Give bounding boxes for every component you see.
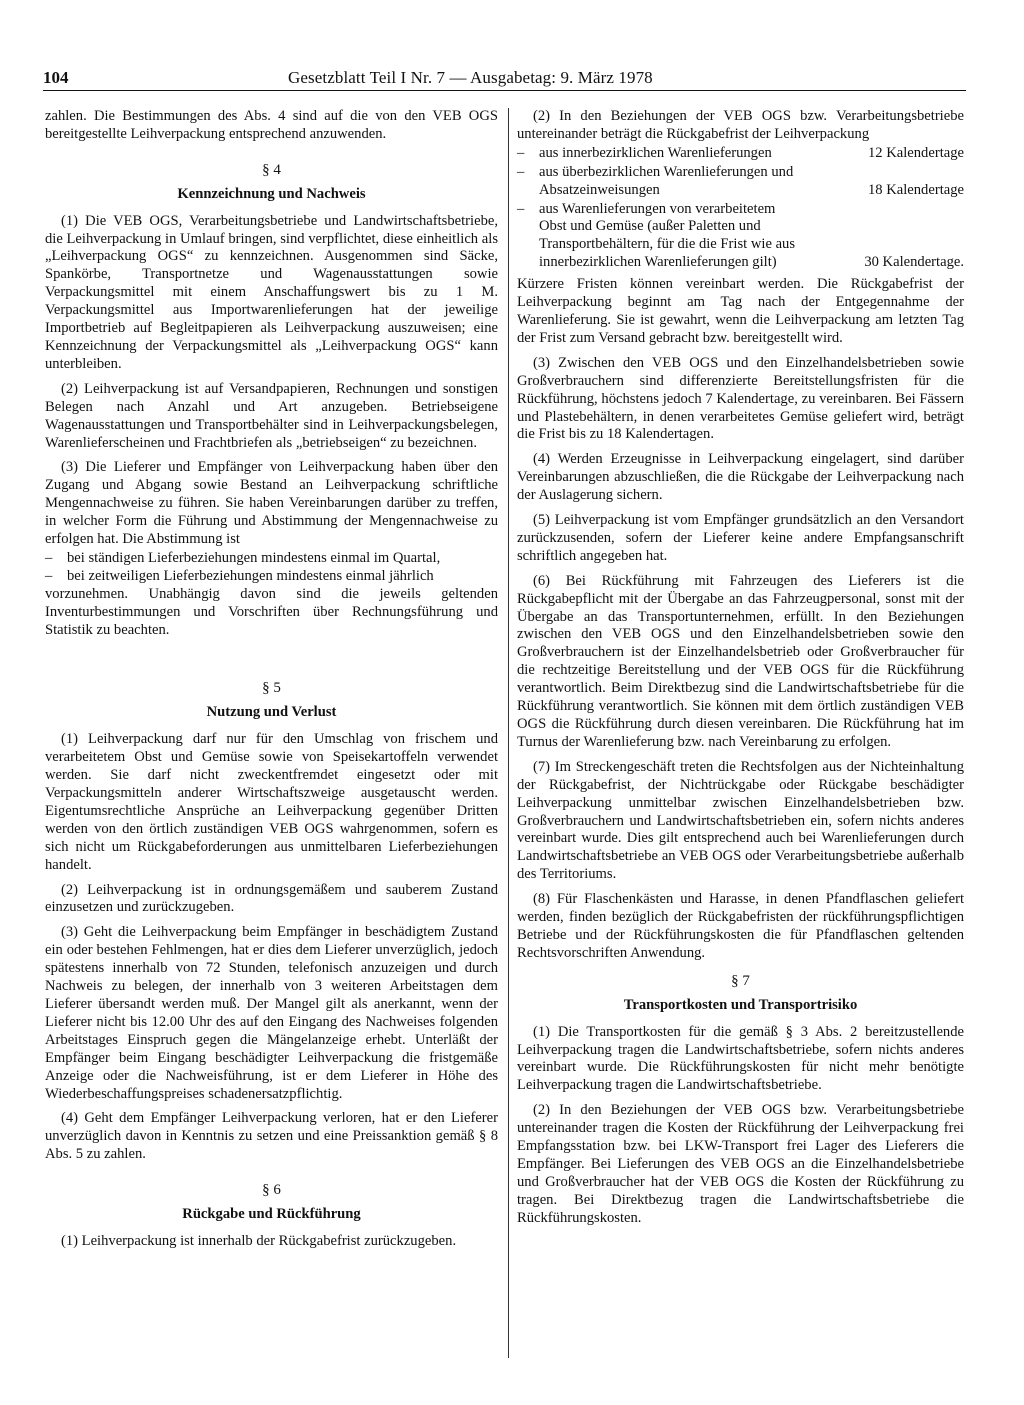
section-6-para-2-end: Kürzere Fristen können vereinbart werden. Die Rückgabefrist der Leihverpackung beginnt am Tag nach der Entgegennahme der Warenlieferung. Sie ist gewahrt, wenn die Leihverpackung am letzten Tag der Frist zum Versand gebracht bzw. bereitgestellt wird. [517, 276, 964, 346]
section-7-para-2: (2) In den Beziehungen der VEB OGS bzw. Verarbeitungsbetriebe untereinander tragen die Kosten der Rückführung der Leihverpackung frei Empfangsstation bzw. bei LKW-Transport frei Lager des Lieferers die Empfänger. Bei Lieferungen des VEB OGS an die Einzelhandelsbetriebe und Großverbraucher hat der VEB OGS die Kosten der Rückführung zu tragen. Bei Direktbezug tragen die Landwirtschaftsbetriebe die Rückführungskosten. [517, 1102, 964, 1226]
section-4-para-1: (1) Die VEB OGS, Verarbeitungsbetriebe und Landwirtschaftsbetriebe, die Leihverpackung in Umlauf bringen, sind verpflichtet, diese einheitlich als „Leihverpackung OGS“ zu kennzeichnen. Ausgenommen sind Säcke, Spankörbe, Transportnetze und Wagenausstattungen sowie Verpackungsmittel mit einem Anschaffungswert bis zu 1 M. Verpackungsmittel aus Importwarenlieferungen hat der jeweilige Importbetrieb auf Begleitpapieren als Leihverpackung auszuweisen; eine Kennzeichnung der Verpackungsmittel als „Leihverpackung OGS“ kann unterbleiben. [45, 212, 498, 372]
right-column [517, 108, 964, 1235]
section-6-title: Rückgabe und Rückführung [182, 1206, 361, 1223]
dash-marker: – [45, 567, 53, 584]
section-4-title: Kennzeichnung und Nachweis [177, 185, 366, 202]
section-4-para-3-end: vorzunehmen. Unabhängig davon sind die jeweils geltenden Inventurbestimmungen und Vorschriften über Rechnungsführung und Statistik zu beachten. [45, 585, 498, 638]
deadline-text: aus Warenlieferungen von verarbeitetem Obst und Gemüse (außer Paletten und Transportbehältern, für die die Frist wie aus innerbezirklichen Warenlieferungen gilt) [539, 200, 796, 271]
section-5-para-4: (4) Geht dem Empfänger Leihverpackung verloren, hat er den Lieferer unverzüglich davon in Kenntnis zu setzen und eine Preissanktion gemäß § 8 Abs. 5 zu zahlen. [45, 1110, 498, 1163]
section-5-para-1: (1) Leihverpackung darf nur für den Umschlag von frischem und verarbeitetem Obst und Gemüse sowie von Speisekartoffeln verwendet werden. Sie darf nicht zweckentfremdet eingesetzt oder mit Verpackungsmitteln anderer Wirtschaftszweige ausgetauscht werden. Eigentumsrechtliche Ansprüche an Leihverpackung gegenüber Dritten werden von den örtlich zuständigen VEB OGS wahrgenommen, sofern es sich nicht um Rückgabeforderungen aus unmittelbaren Lieferbeziehungen handelt. [45, 731, 498, 873]
section-6-para-8: (8) Für Flaschenkästen und Harasse, in denen Pfandflaschen geliefert werden, finden bezüglich der Rückgabefristen der rückführungspflichtigen Betriebe und der Rückführungskosten die für Pfandflaschen geltenden Rechtsvorschriften Anwendung. [517, 891, 964, 961]
dash-marker: – [517, 163, 525, 180]
list-item-text: bei ständigen Lieferbeziehungen mindestens einmal im Quartal, [67, 549, 441, 566]
list-item [45, 568, 498, 586]
deadline-value: 18 Kalendertage [867, 181, 964, 198]
section-6-para-5: (5) Leihverpackung ist vom Empfänger grundsätzlich an den Versandort zurückzusenden, sofern der Lieferer keine andere Empfangsanschrift schriftlich angegeben hat. [517, 512, 964, 564]
deadline-text: aus innerbezirklichen Warenlieferungen [539, 144, 772, 161]
page-header [43, 66, 966, 91]
section-7-para-1: (1) Die Transportkosten für die gemäß § 3 Abs. 2 bereitzustellende Leihverpackung tragen die Landwirtschaftsbetriebe, sofern nichts anderes vereinbart wurde. Die Rückführungskosten für nicht mehr benötigte Leihverpackung tragen die Landwirtschaftsbetriebe. [517, 1023, 964, 1094]
intro-paragraph: zahlen. Die Bestimmungen des Abs. 4 sind auf die von den VEB OGS bereitgestellte Leihverpackung entsprechend anzuwenden. [45, 108, 498, 142]
section-6-para-2-intro: (2) In den Beziehungen der VEB OGS bzw. Verarbeitungsbetriebe untereinander beträgt die Rückgabefrist der Leihverpackung [517, 108, 964, 142]
section-7-title: Transportkosten und Transportrisiko [623, 996, 858, 1013]
section-5-para-2: (2) Leihverpackung ist in ordnungsgemäßem und sauberem Zustand einzusetzen und zurückzugeben. [45, 881, 498, 916]
dash-marker: – [517, 200, 525, 217]
page-number: 104 [43, 68, 69, 87]
list-item [45, 550, 498, 568]
section-6-para-7: (7) Im Streckengeschäft treten die Rechtsfolgen aus der Nichteinhaltung der Rückgabefrist, der Nichtrückgabe oder Rückgabe beschädigter Leihverpackung unmittelbar zwischen Einzelhandelsbetrieben bzw. Großverbrauchern und Landwirtschaftsbetrieben ein, sofern nichts anderes vereinbart wurde. Dies gilt entsprechend auch bei Warenlieferungen durch Landwirtschaftsbetriebe an VEB OGS oder Verarbeitungsbetriebe außerhalb des Territoriums. [517, 758, 964, 883]
deadline-value: 12 Kalendertage [867, 144, 964, 161]
deadline-text: aus überbezirklichen Warenlieferungen und Absatzeinweisungen [539, 163, 794, 198]
section-6-para-6: (6) Bei Rückführung mit Fahrzeugen des Lieferers ist die Rückgabepflicht mit der Übergabe an das Fahrzeugpersonal, sonst mit der Übergabe an das Transportunternehmen, erfüllt. In den Beziehungen zwischen den VEB OGS und den Einzelhandelsbetrieben sowie den Großverbrauchern ist der Einzelhandelsbetrieb oder Großverbraucher für die rechtzeitige Bereitstellung und der VEB OGS für die Rückführung verantwortlich. Beim Direktbezug sind die Landwirtschaftsbetriebe für die Rückführung verantwortlich. Sie können mit dem örtlich zuständigen VEB OGS die Rückführung durch diesen vereinbaren. Die Rückführung hat im Turnus der Warenlieferung bzw. nach Vereinbarung zu erfolgen. [517, 572, 964, 750]
section-6-number: § 6 [262, 1182, 281, 1199]
deadline-value: 30 Kalendertage. [864, 254, 964, 271]
section-7-number: § 7 [731, 972, 750, 989]
deadline-row [517, 164, 964, 200]
column-divider [508, 108, 509, 1358]
left-column [45, 108, 498, 1258]
section-5-para-3: (3) Geht die Leihverpackung beim Empfänger in beschädigtem Zustand ein oder bestehen Fehlmengen, hat er dies dem Lieferer unverzüglich, jedoch spätestens innerhalb von 72 Stunden, telefonisch anzuzeigen und durch Nachweis zu belegen, der innerhalb von 3 weiteren Arbeitstagen dem Lieferer übersandt werden muß. Der Mangel gilt als anerkannt, wenn der Lieferer nicht bis 12.00 Uhr des auf den Eingang des Nachweises folgenden Arbeitstages Einspruch gegen die Mängelanzeige erhebt. Unterläßt der Empfänger beim Eingang beschädigter Leihverpackung die fristgemäße Anzeige oder die Nachweisführung, ist er dem Lieferer in Höhe des Wiederbeschaffungspreises schadenersatzpflichtig. [45, 924, 498, 1102]
section-6-para-4: (4) Werden Erzeugnisse in Leihverpackung eingelagert, sind darüber Vereinbarungen abzuschließen, die die Rückgabe der Leihverpackung nach der Auslagerung sichern. [517, 451, 964, 504]
section-5-number: § 5 [262, 680, 281, 697]
deadline-row [517, 201, 964, 273]
section-6-para-1: (1) Leihverpackung ist innerhalb der Rückgabefrist zurückzugeben. [61, 1232, 457, 1249]
list-item-text: bei zeitweiligen Lieferbeziehungen mindestens einmal jährlich [67, 567, 434, 584]
gazette-title: Gesetzblatt Teil I Nr. 7 — Ausgabetag: 9. März 1978 [288, 68, 653, 87]
dash-marker: – [517, 144, 525, 161]
section-4-para-2: (2) Leihverpackung ist auf Versandpapieren, Rechnungen und sonstigen Belegen nach Anzahl und Art anzugeben. Betriebseigene Wagenausstattungen und Transportbehälter sind in Leihverpackungsbelegen, Warenlieferscheinen und Frachtbriefen als „betriebseigen“ zu bezeichnen. [45, 380, 498, 451]
section-5-title: Nutzung und Verlust [206, 704, 337, 721]
deadline-row [517, 145, 964, 163]
dash-marker: – [45, 549, 53, 566]
section-4-number: § 4 [262, 161, 281, 178]
section-6-para-3: (3) Zwischen den VEB OGS und den Einzelhandelsbetrieben sowie Großverbrauchern sind differenzierte Bereitstellungsfristen für die Rückführung, höchstens jedoch 7 Kalendertage, zu vereinbaren. Bei Fässern und Plastebehältern, in denen verarbeitetes Gemüse geliefert wird, beträgt die Frist bis zu 18 Kalendertagen. [517, 354, 964, 443]
section-4-para-3: (3) Die Lieferer und Empfänger von Leihverpackung haben über den Zugang und Abgang sowie Bestand an Leihverpackung schriftliche Mengennachweise zu führen. Sie haben Vereinbarungen darüber zu treffen, in welcher Form die Führung und Abstimmung der Mengennachweise zu erfolgen hat. Die Abstimmung ist [45, 459, 498, 548]
